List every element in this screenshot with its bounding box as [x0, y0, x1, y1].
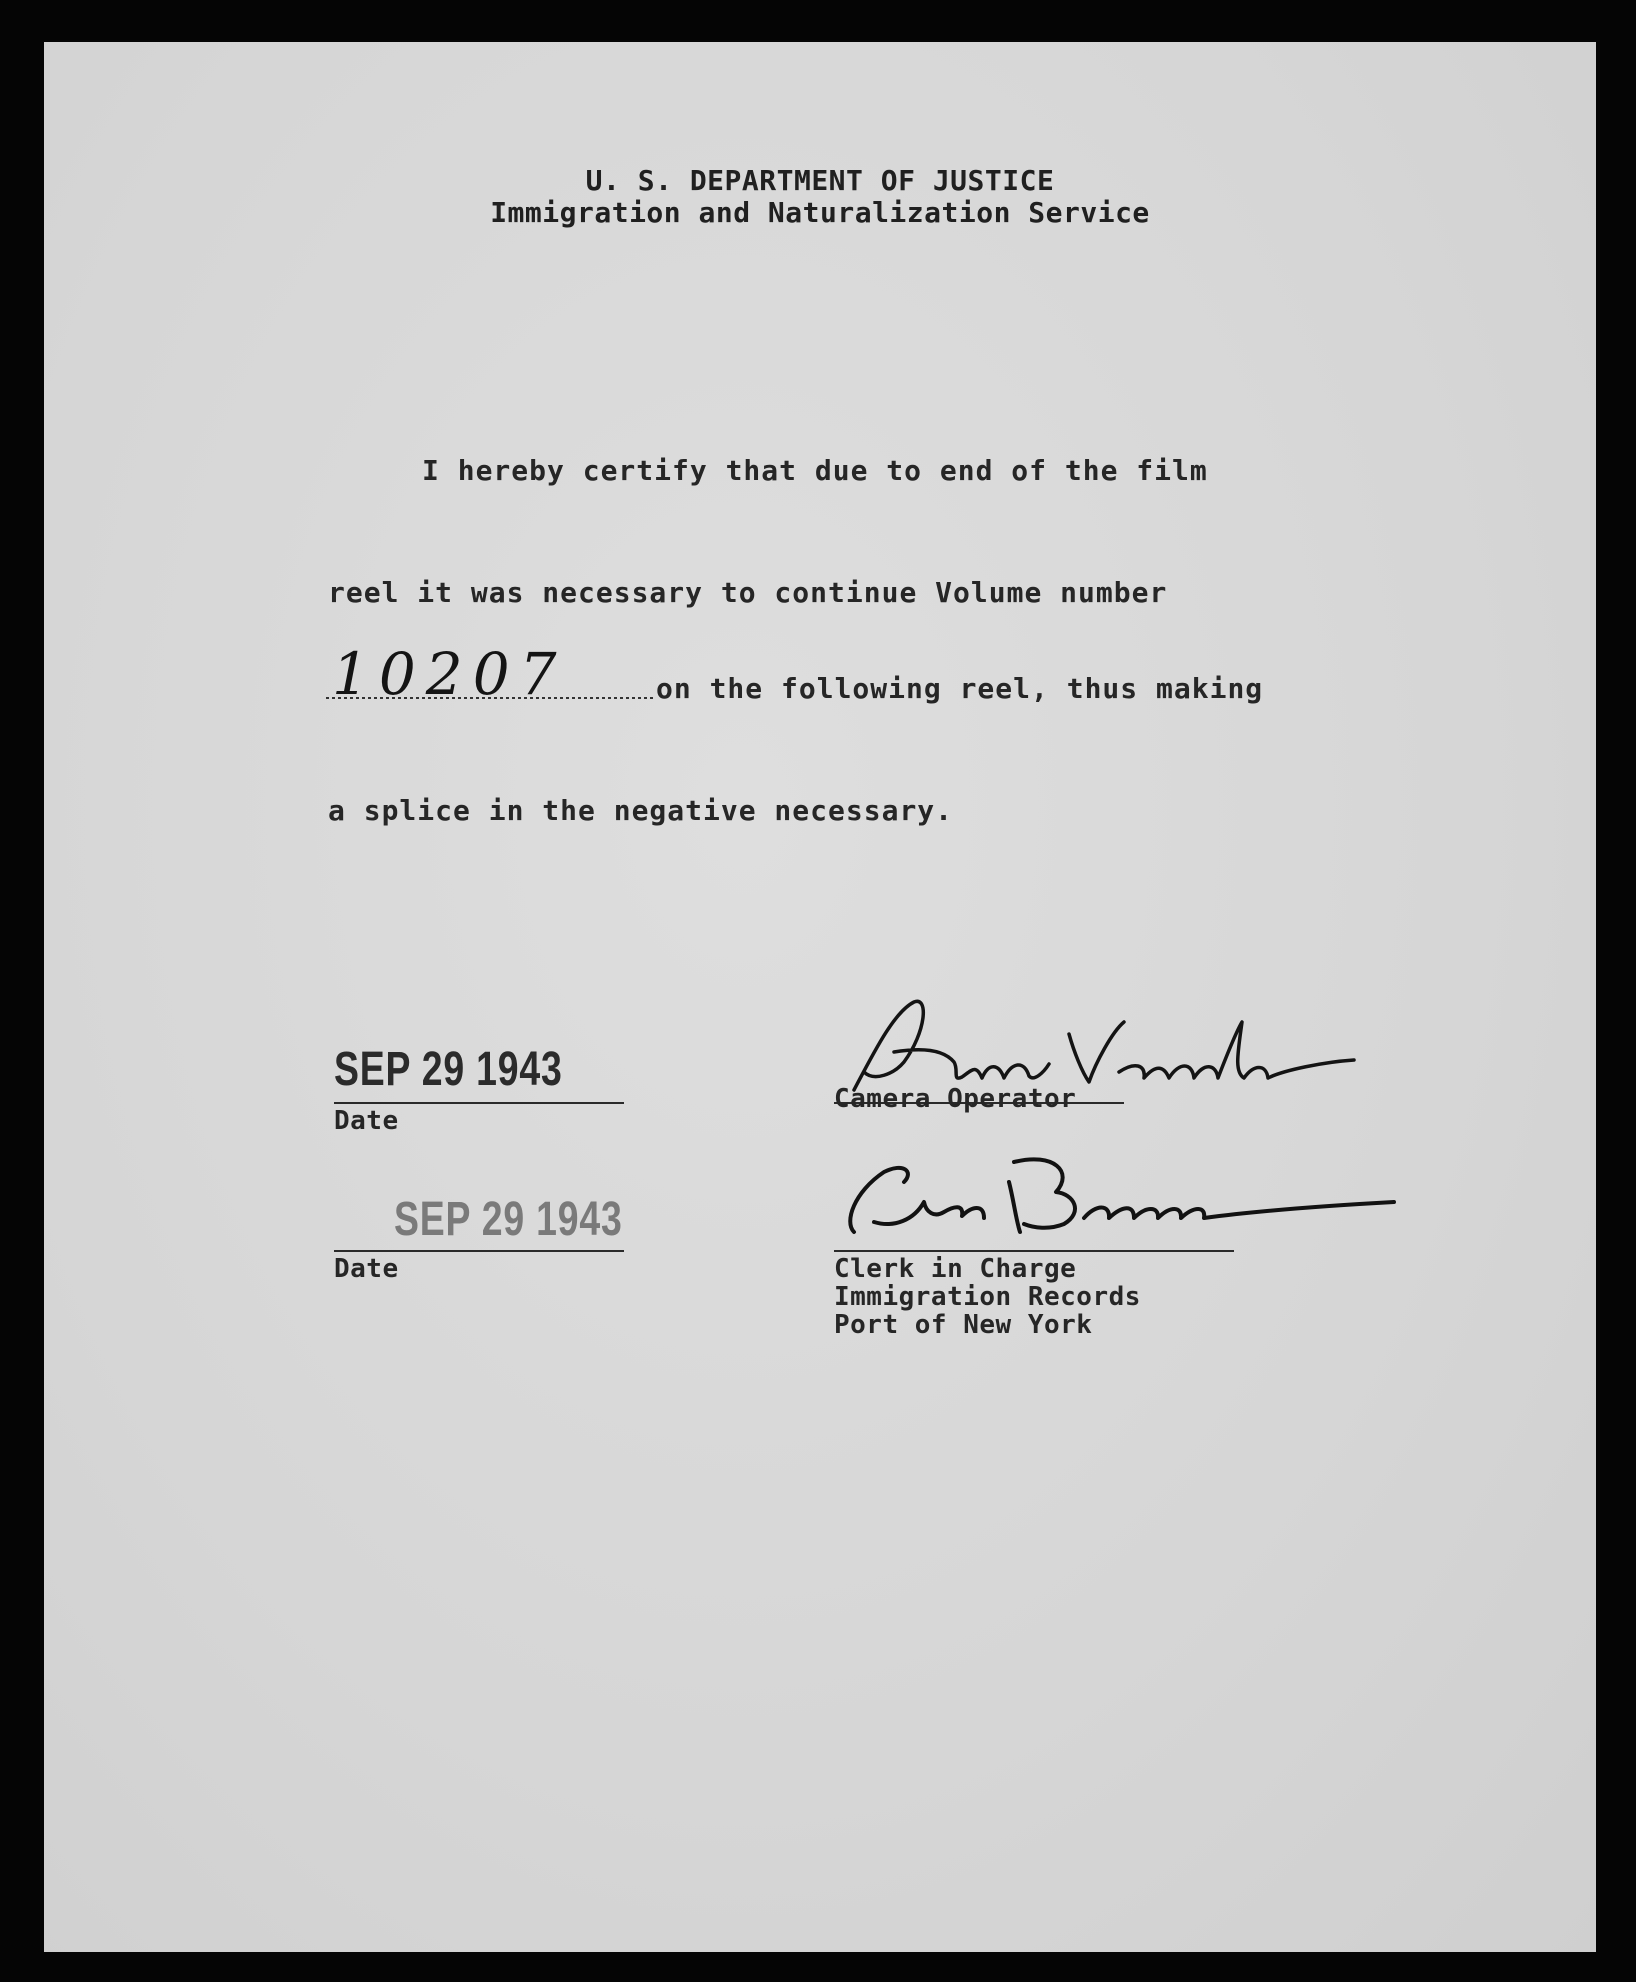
clerk-title-line-3: Port of New York	[834, 1310, 1093, 1340]
clerk-date-rule	[334, 1250, 624, 1252]
operator-date-stamp: SEP 29 1943	[334, 1043, 563, 1096]
clerk-date-stamp: SEP 29 1943	[394, 1193, 623, 1246]
operator-date-label: Date	[334, 1106, 399, 1136]
volume-number-field	[326, 638, 656, 708]
volume-number-text: 10207	[332, 640, 567, 708]
volume-number-handwriting	[326, 638, 656, 708]
service-subtitle: Immigration and Naturalization Service	[490, 196, 1150, 229]
document-page	[44, 42, 1596, 1952]
clerk-title-line-2: Immigration Records	[834, 1282, 1141, 1312]
clerk-title-line-1: Clerk in Charge	[834, 1254, 1077, 1284]
certificate-line-3: on the following reel, thus making	[656, 672, 1264, 705]
clerk-signature	[834, 1132, 1434, 1252]
clerk-date-label: Date	[334, 1254, 399, 1284]
department-title: U. S. DEPARTMENT OF JUSTICE	[585, 164, 1055, 197]
certificate-line-1: I hereby certify that due to end of the film	[422, 454, 1208, 487]
certificate-line-4: a splice in the negative necessary.	[328, 794, 954, 827]
operator-date-rule	[334, 1102, 624, 1104]
operator-title: Camera Operator	[834, 1084, 1077, 1114]
certificate-line-2: reel it was necessary to continue Volume number	[328, 576, 1168, 609]
clerk-signature-rule	[834, 1250, 1234, 1252]
